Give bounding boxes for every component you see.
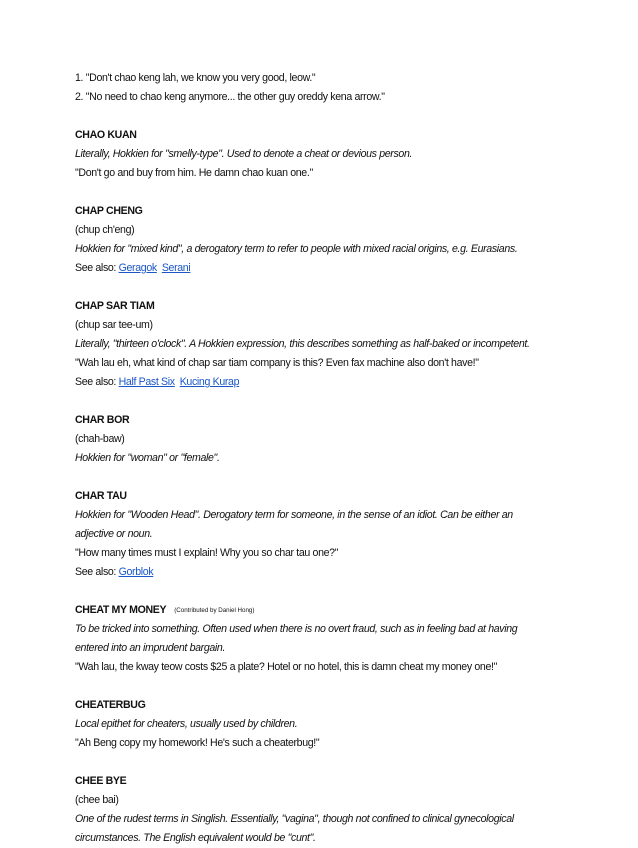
entry-cheaterbug xyxy=(75,696,575,753)
entry-definition: Literally, "thirteen o'clock". A Hokkien expression, this describes something as half-baked or incompetent. xyxy=(75,338,530,350)
entry-definition: One of the rudest terms in Singlish. Essentially, "vagina", though not confined to clinical gynecological xyxy=(75,813,514,825)
see-also xyxy=(75,563,575,582)
intro-line: 1. "Don't chao keng lah, we know you very good, leow." xyxy=(75,72,316,84)
see-also-link-geragok[interactable]: Geragok xyxy=(118,262,157,274)
entry-term: CHAP CHENG xyxy=(75,205,143,217)
entry-term: CHAP SAR TIAM xyxy=(75,300,155,312)
entry-cheat-my-money xyxy=(75,601,575,677)
entry-term: CHEATERBUG xyxy=(75,699,146,711)
entry-pronunciation: (chup ch'eng) xyxy=(75,224,135,236)
entry-term: CHAR BOR xyxy=(75,414,130,426)
entry-char-bor xyxy=(75,411,575,468)
see-also-label: See also: xyxy=(75,566,117,578)
entry-term: CHEAT MY MONEY xyxy=(75,604,167,616)
entry-definition: Hokkien for "woman" or "female". xyxy=(75,452,220,464)
entry-definition: Local epithet for cheaters, usually used by children. xyxy=(75,718,298,730)
entry-chee-bye xyxy=(75,772,575,848)
entry-term-row xyxy=(75,601,575,620)
see-also-link-half-past-six[interactable]: Half Past Six xyxy=(118,376,175,388)
see-also xyxy=(75,259,575,278)
entry-example: "Don't go and buy from him. He damn chao kuan one." xyxy=(75,167,313,179)
entry-example: "Wah lau eh, what kind of chap sar tiam company is this? Even fax machine also don't have!" xyxy=(75,357,479,369)
see-also-label: See also: xyxy=(75,376,117,388)
glossary-content xyxy=(75,69,575,848)
entry-term: CHAR TAU xyxy=(75,490,127,502)
entry-example: "Wah lau, the kway teow costs $25 a plate? Hotel or no hotel, this is damn cheat my money one!" xyxy=(75,661,497,673)
entry-definition: adjective or noun. xyxy=(75,528,153,540)
entry-char-tau xyxy=(75,487,575,582)
see-also-link-kucing-kurap[interactable]: Kucing Kurap xyxy=(179,376,240,388)
entry-pronunciation: (chee bai) xyxy=(75,794,119,806)
see-also xyxy=(75,373,575,392)
entry-pronunciation: (chup sar tee-um) xyxy=(75,319,153,331)
entry-definition: entered into an imprudent bargain. xyxy=(75,642,226,654)
see-also-link-gorblok[interactable]: Gorblok xyxy=(118,566,154,578)
entry-definition: Literally, Hokkien for "smelly-type". Used to denote a cheat or devious person. xyxy=(75,148,413,160)
entry-chap-sar-tiam xyxy=(75,297,575,392)
entry-definition: circumstances. The English equivalent would be "cunt". xyxy=(75,832,316,844)
entry-contributor: (Contributed by Daniel Hong) xyxy=(174,607,255,614)
entry-chap-cheng xyxy=(75,202,575,278)
entry-definition: Hokkien for "Wooden Head". Derogatory term for someone, in the sense of an idiot. Can be either an xyxy=(75,509,513,521)
entry-example: "How many times must I explain! Why you so char tau one?" xyxy=(75,547,339,559)
entry-example: "Ah Beng copy my homework! He's such a cheaterbug!" xyxy=(75,737,320,749)
entry-definition: Hokkien for "mixed kind", a derogatory term to refer to people with mixed racial origins, e.g. Eurasians. xyxy=(75,243,518,255)
see-also-link-serani[interactable]: Serani xyxy=(161,262,191,274)
see-also-label: See also: xyxy=(75,262,117,274)
entry-definition: To be tricked into something. Often used when there is no overt fraud, such as in feeling bad at having xyxy=(75,623,518,635)
entry-term: CHEE BYE xyxy=(75,775,127,787)
intro-line: 2. "No need to chao keng anymore... the other guy oreddy kena arrow." xyxy=(75,91,385,103)
entry-term: CHAO KUAN xyxy=(75,129,137,141)
entry-pronunciation: (chah-baw) xyxy=(75,433,125,445)
entry-chao-kuan xyxy=(75,126,575,183)
